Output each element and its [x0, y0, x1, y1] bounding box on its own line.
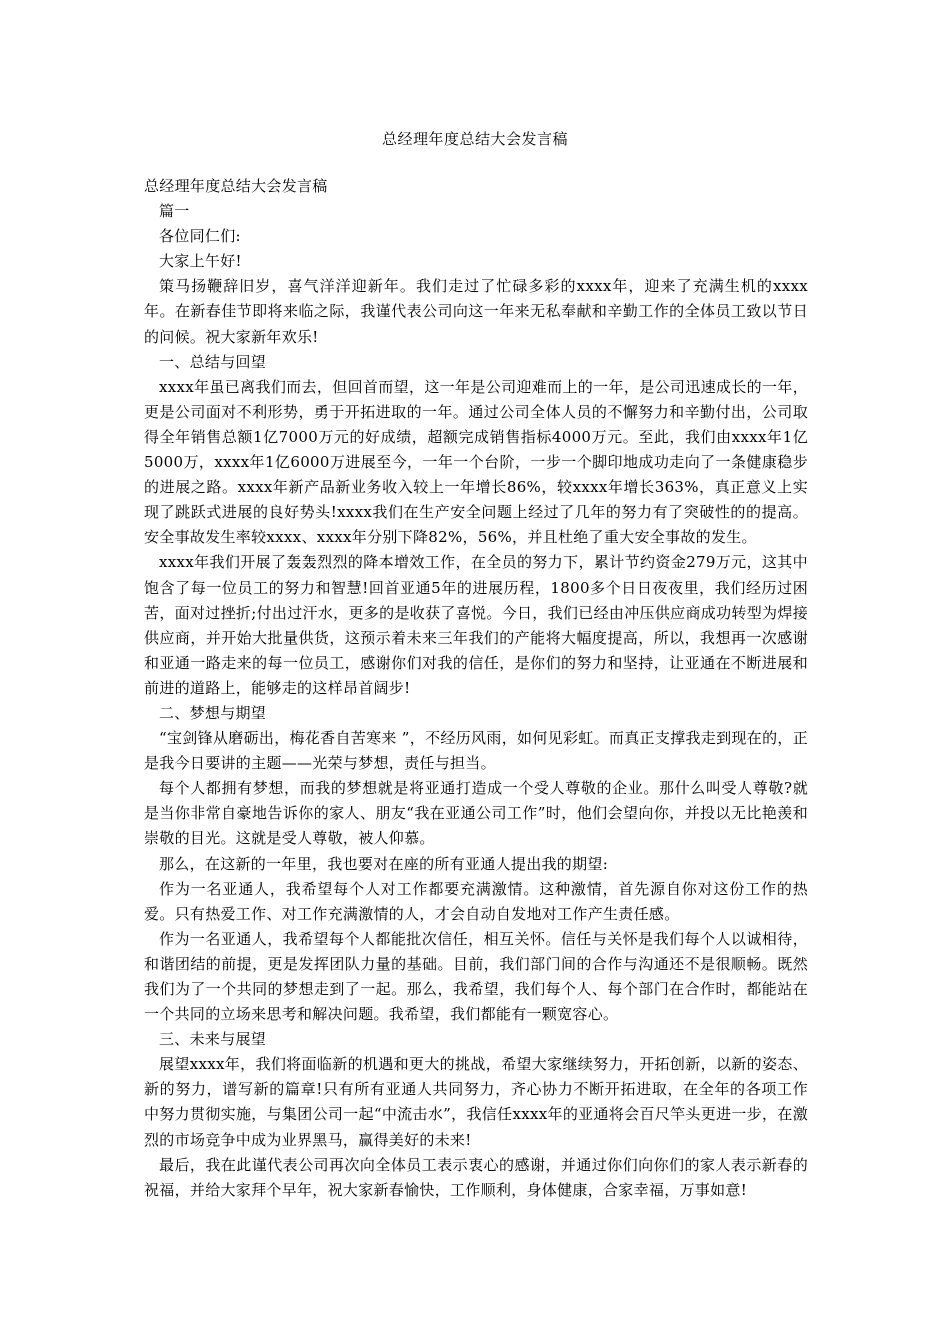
document-body	[144, 174, 808, 1203]
section-summary-paragraph-2: xxxx年我们开展了轰轰烈烈的降本增效工作，在全员的努力下，累计节约资金279万元，这其中饱含了每一位员工的努力和智慧!回首亚通5年的进展历程，1800多个日日夜夜里，我们经历过困苦，面对过挫折;付出过汗水，更多的是收获了喜悦。今日，我们已经由冲压供应商成功转型为焊接供应商，并开始大批量供货，这预示着未来三年我们的产能将大幅度提高，所以，我想再一次感谢和亚通一路走来的每一位员工，感谢你们对我的信任，是你们的努力和坚持，让亚通在不断进展和前进的道路上，能够走的这样昂首阔步!	[144, 553, 808, 697]
section-dreams-paragraph-3: 那么，在这新的一年里，我也要对在座的所有亚通人提出我的期望:	[159, 854, 609, 873]
section-heading-dreams: 二、梦想与期望	[159, 703, 267, 722]
section-heading-summary: 一、总结与回望	[159, 352, 267, 371]
section-dreams-paragraph-2: 每个人都拥有梦想，而我的梦想就是将亚通打造成一个受人尊敬的企业。那什么叫受人尊敬?就是当你非常自豪地告诉你的家人、朋友“我在亚通公司工作”时，他们会望向你，并投以无比艳羡和崇敬的目光。这就是受人尊敬，被人仰慕。	[144, 779, 808, 848]
salutation: 各位同仁们:	[159, 227, 241, 246]
document-title: 总经理年度总结大会发言稿	[381, 130, 568, 148]
section-dreams-paragraph-5: 作为一名亚通人，我希望每个人都能批次信任，相互关怀。信任与关怀是我们每个人以诚相待，和谐团结的前提，更是发挥团队力量的基础。目前，我们部门间的合作与沟通还不是很顺畅。既然我们为了一个共同的梦想走到了一起。那么，我希望，我们每个人、每个部门在合作时，都能站在一个共同的立场来思考和解决问题。我希望，我们都能有一颗宽容心。	[144, 929, 808, 1024]
greeting: 大家上午好!	[159, 252, 242, 271]
section-future-paragraph-2: 最后，我在此谨代表公司再次向全体员工表示衷心的感谢，并通过你们向你们的家人表示新春的祝福，并给大家拜个早年，祝大家新春愉快，工作顺利，身体健康，合家幸福，万事如意!	[144, 1155, 808, 1199]
section-dreams-paragraph-4: 作为一名亚通人，我希望每个人对工作都要充满激情。这种激情，首先源自你对这份工作的热爱。只有热爱工作、对工作充满激情的人，才会自动自发地对工作产生责任感。	[144, 879, 808, 923]
section-future-paragraph-1: 展望xxxx年，我们将面临新的机遇和更大的挑战，希望大家继续努力，开拓创新，以新的姿态、新的努力，谱写新的篇章!只有所有亚通人共同努力，齐心协力不断开拓进取，在全年的各项工作中努力贯彻实施，与集团公司一起“中流击水”，我信任xxxx年的亚通将会百尺竿头更进一步，在激烈的市场竞争中成为业界黑马，赢得美好的未来!	[144, 1055, 808, 1149]
document-subtitle: 总经理年度总结大会发言稿	[144, 177, 328, 195]
intro-paragraph: 策马扬鞭辞旧岁，喜气洋洋迎新年。我们走过了忙碌多彩的xxxx年，迎来了充满生机的xxxx年。在新春佳节即将来临之际，我谨代表公司向这一年来无私奉献和辛勤工作的全体员工致以节日的问候。祝大家新年欢乐!	[144, 277, 808, 346]
section-summary-paragraph-1: xxxx年虽已离我们而去，但回首而望，这一年是公司迎难而上的一年，是公司迅速成长的一年，更是公司面对不利形势，勇于开拓进取的一年。通过公司全体人员的不懈努力和辛勤付出，公司取得全年销售总额1亿7000万元的好成绩，超额完成销售指标4000万元。至此，我们由xxxx年1亿5000万，xxxx年1亿6000万进展至今，一年一个台阶，一步一个脚印地成功走向了一条健康稳步的进展之路。xxxx年新产品新业务收入较上一年增长86%，较xxxx年增长363%，真正意义上实现了跳跃式进展的良好势头!xxxx我们在生产安全问题上经过了几年的努力有了突破性的的提高。安全事故发生率较xxxx、xxxx年分别下降82%，56%，并且杜绝了重大安全事故的发生。	[144, 377, 808, 547]
section-dreams-paragraph-1: “宝剑锋从磨砺出，梅花香自苦寒来 ”，不经历风雨，如何见彩虹。而真正支撑我走到现在的，正是我今日要讲的主题——光荣与梦想，责任与担当。	[144, 729, 808, 773]
part-label: 篇一	[159, 202, 190, 221]
section-heading-future: 三、未来与展望	[159, 1030, 267, 1049]
